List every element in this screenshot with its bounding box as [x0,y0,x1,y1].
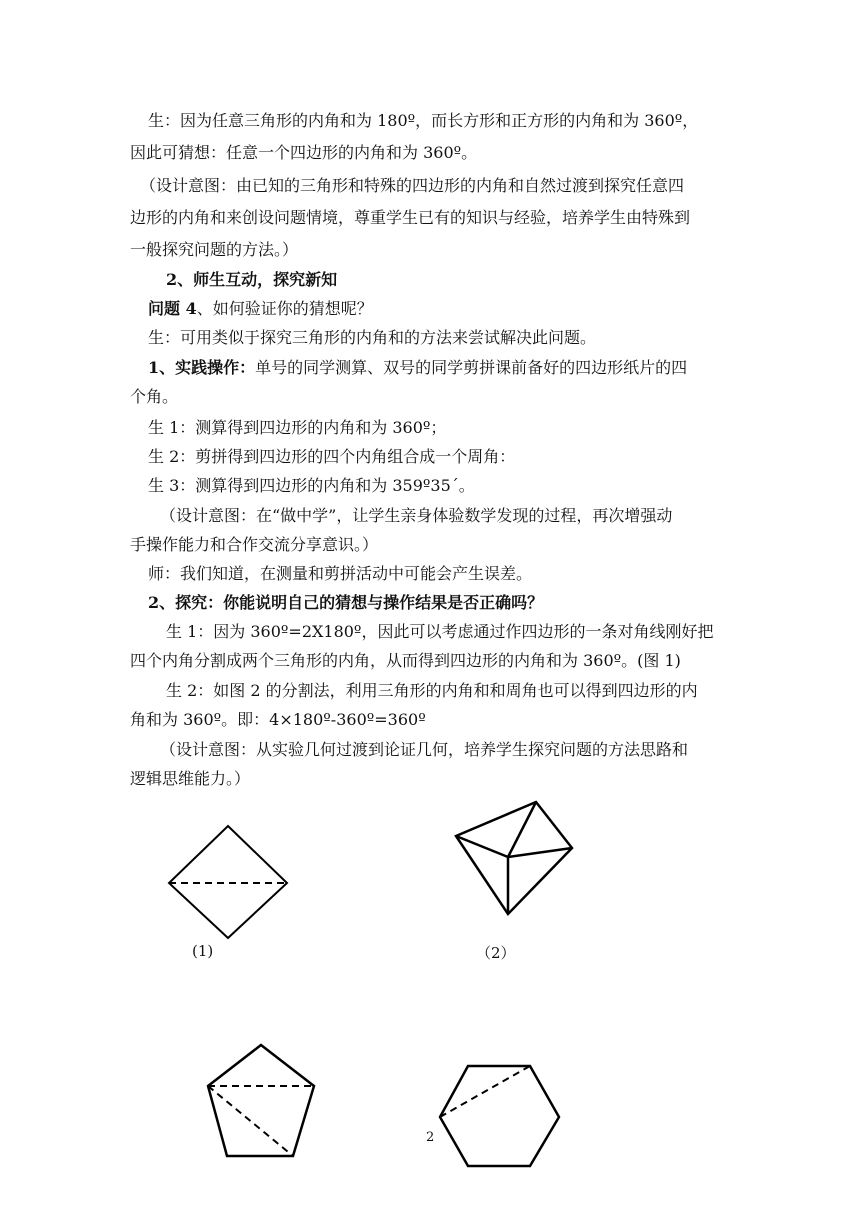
section-heading: 2、师生互动，探究新知 [166,270,338,289]
paragraph-line: 手操作能力和合作交流分享意识。） [130,535,379,554]
design-intent-note: （设计意图：在“做中学”，让学生亲身体验数学发现的过程，再次增强动 [160,506,673,525]
paragraph-line: 逻辑思维能力。） [130,769,251,788]
paragraph-line: 一般探究问题的方法。） [130,240,299,259]
section-heading: 2、探究：你能说明自己的猜想与操作结果是否正确吗？ [148,593,544,612]
paragraph-line: 生：可用类似于探究三角形的内角和的方法来尝试解决此问题。 [148,328,597,347]
practice-text: 单号的同学测算、双号的同学剪拼课前备好的四边形纸片的四 [255,358,688,377]
practice-label: 1、实践操作： [148,358,256,377]
pentagon-figure [208,1045,314,1156]
design-intent-note: （设计意图：从实验几何过渡到论证几何，培养学生探究问题的方法思路和 [160,740,689,759]
paragraph-line: 因此可猜想：任意一个四边形的内角和为 360º。 [130,143,478,162]
figure-1-quadrilateral [169,826,287,938]
paragraph-line: 边形的内角和来创设问题情境，尊重学生已有的知识与经验，培养学生由特殊到 [130,208,691,227]
design-intent-note: （设计意图：由已知的三角形和特殊的四边形的内角和自然过渡到探究任意四 [140,176,685,195]
paragraph-line: 生 2：剪拼得到四边形的四个内角组合成一个周角： [148,447,516,466]
paragraph-line: 个角。 [130,387,179,406]
paragraph-line: 生 1：测算得到四边形的内角和为 360º； [148,418,447,437]
paragraph-line: 生 3：测算得到四边形的内角和为 359º35΄。 [148,476,475,495]
page-number: 2 [426,1130,435,1145]
paragraph-line: 角和为 360º。即：4×180º-360º=360º [130,710,426,729]
question-label: 问题 4 [148,299,197,318]
paragraph-line: 生 1：因为 360º=2X180º，因此可以考虑通过作四边形的一条对角线刚好把 [166,622,714,641]
figure-2-caption: （2） [476,944,516,962]
paragraph-line: 四个内角分割成两个三角形的内角，从而得到四边形的内角和为 360º。(图 1) [130,651,681,670]
figure-2-quadrilateral [456,802,572,914]
paragraph-line: 生：因为任意三角形的内角和为 180º，而长方形和正方形的内角和为 360º， [148,111,699,130]
question-text: 、如何验证你的猜想呢？ [196,299,373,318]
paragraph-line: 生 2：如图 2 的分割法，利用三角形的内角和和周角也可以得到四边形的内 [166,681,698,700]
paragraph-line: 师：我们知道，在测量和剪拼活动中可能会产生误差。 [148,564,533,583]
hexagon-figure [440,1066,559,1166]
figure-1-caption: (1) [192,942,214,960]
